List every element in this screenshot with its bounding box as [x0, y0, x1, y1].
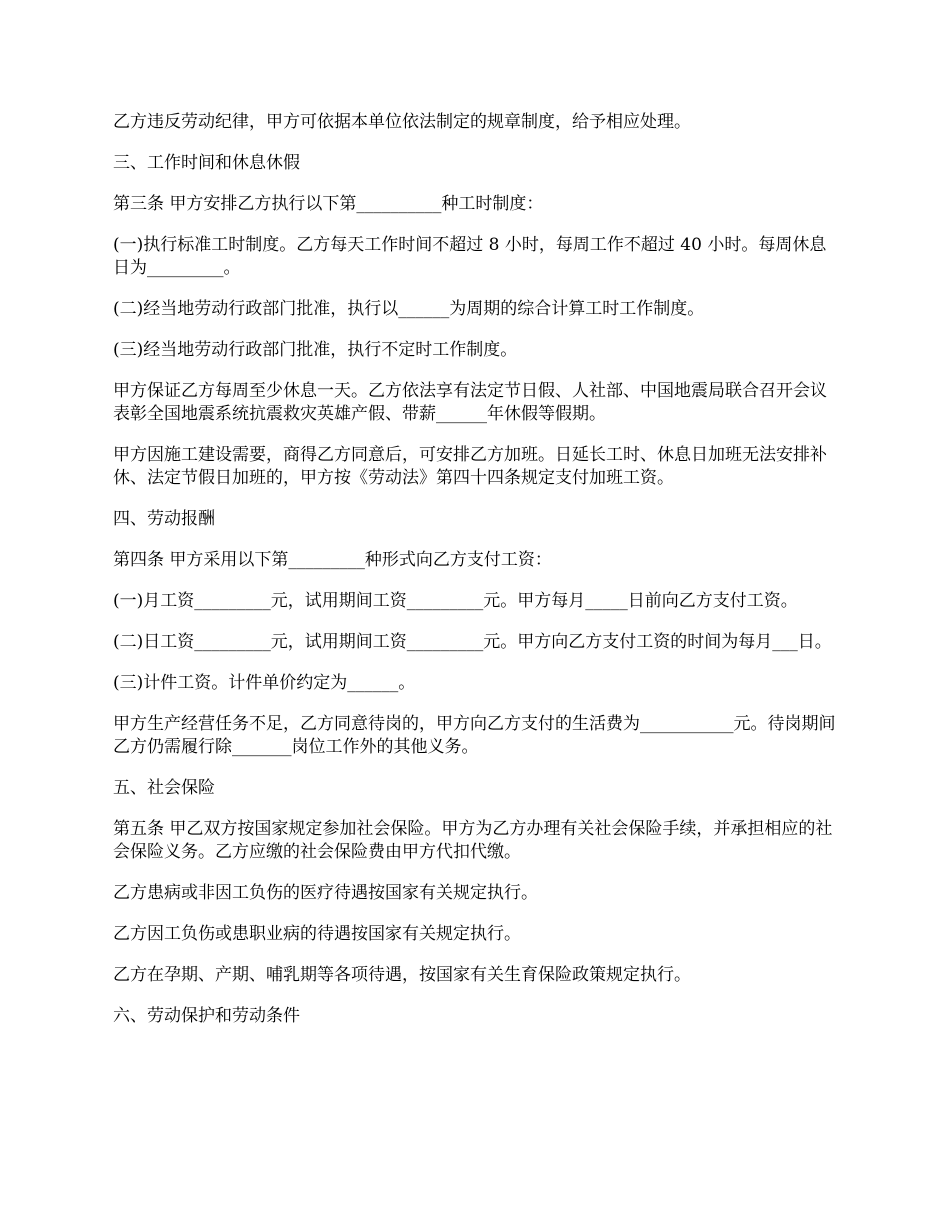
paragraph-maternity: 乙方在孕期、产期、哺乳期等各项待遇，按国家有关生育保险政策规定执行。 — [113, 965, 691, 985]
article-5: 第五条 甲乙双方按国家规定参加社会保险。甲方为乙方办理有关社会保险手续，并承担相应的社会保险义务。乙方应缴的社会保险费由甲方代扣代缴。 — [113, 819, 833, 862]
clause-daily-wage: (二)日工资_________元，试用期间工资_________元。甲方向乙方支付工资的时间为每月___日。 — [113, 632, 832, 652]
clause-flexible-hours: (三)经当地劳动行政部门批准，执行不定时工作制度。 — [113, 340, 518, 360]
paragraph-overtime: 甲方因施工建设需要，商得乙方同意后，可安排乙方加班。日延长工时、休息日加班无法安排补休、法定节假日加班的，甲方按《劳动法》第四十四条规定支付加班工资。 — [113, 445, 827, 488]
paragraph-work-injury: 乙方因工负伤或患职业病的待遇按国家有关规定执行。 — [113, 924, 521, 944]
paragraph-standby-allowance: 甲方生产经营任务不足，乙方同意待岗的，甲方向乙方支付的生活费为___________元。待岗期间乙方仍需履行除_______岗位工作外的其他义务。 — [113, 714, 836, 757]
section-heading-social-insurance: 五、社会保险 — [113, 778, 215, 798]
clause-monthly-wage: (一)月工资_________元，试用期间工资_________元。甲方每月_____日前向乙方支付工资。 — [113, 591, 798, 611]
clause-standard-hours: (一)执行标准工时制度。乙方每天工作时间不超过 8 小时，每周工作不超过 40 小时。每周休息日为_________。 — [113, 235, 827, 278]
section-heading-working-hours: 三、工作时间和休息休假 — [113, 153, 300, 173]
document-body — [113, 111, 843, 1046]
paragraph-rest-days: 甲方保证乙方每周至少休息一天。乙方依法享有法定节日假、人社部、中国地震局联合召开会议表彰全国地震系统抗震救灾英雄产假、带薪______年休假等假期。 — [113, 381, 827, 424]
paragraph-labor-discipline: 乙方违反劳动纪律，甲方可依据本单位依法制定的规章制度，给予相应处理。 — [113, 112, 691, 132]
paragraph-medical-treatment: 乙方患病或非因工负伤的医疗待遇按国家有关规定执行。 — [113, 883, 538, 903]
article-4: 第四条 甲方采用以下第_________种形式向乙方支付工资： — [113, 550, 552, 570]
article-3: 第三条 甲方安排乙方执行以下第__________种工时制度： — [113, 194, 544, 214]
clause-piece-wage: (三)计件工资。计件单价约定为______。 — [113, 673, 416, 693]
section-heading-remuneration: 四、劳动报酬 — [113, 509, 215, 529]
clause-comprehensive-hours: (二)经当地劳动行政部门批准，执行以______为周期的综合计算工时工作制度。 — [113, 299, 705, 319]
section-heading-labor-protection: 六、劳动保护和劳动条件 — [113, 1006, 300, 1026]
